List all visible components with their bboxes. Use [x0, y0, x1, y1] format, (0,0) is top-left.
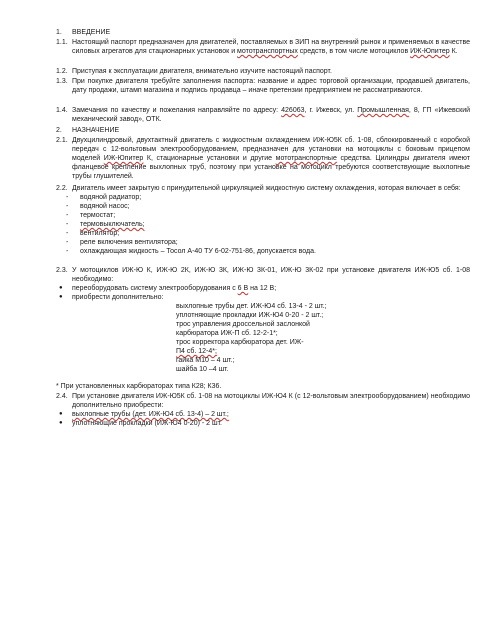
- dash-marker: -: [66, 221, 69, 228]
- text-run: Двухцилиндровый, двухтактный двигатель с жидкостным охлаждением ИЖ-Ю5К сб. 1-08, сблокированный с коробкой передач с 12-вольтовым электрооборудованием, предназначен для установки на мотоциклы с боковым прицепом моделей: [72, 137, 470, 162]
- paragraph-2-4: [56, 392, 470, 428]
- list-item-text: водяной насос;: [80, 203, 130, 210]
- text-run: переоборудовать систему электрооборудования с: [72, 285, 238, 292]
- list-item: [56, 193, 470, 202]
- paragraph-text: У мотоциклов ИЖ-Ю К, ИЖ-Ю 2К, ИЖ-Ю 3К, ИЖ-Ю 3К-01, ИЖ-Ю 3К-02 при установке двигателя ИЖ-Ю5 сб. 1-08 необходимо:: [72, 267, 470, 283]
- text-run: ИЖ-Юпитер: [410, 48, 450, 55]
- text-run: 426063: [281, 107, 305, 114]
- section-number: 2.: [56, 127, 62, 134]
- list-item: [56, 238, 470, 247]
- parts-list-line: трос корректора карбюратора дет. ИЖ-: [176, 339, 304, 346]
- list-item: [56, 229, 470, 238]
- paragraph-text: При установке двигателя ИЖ-Ю5К сб. 1-08 на мотоциклы ИЖ-Ю4 К (с 12-вольтовым электрооборудованием) необходимо дополнительно приобрести:: [72, 393, 470, 409]
- dash-marker: -: [66, 230, 69, 237]
- paragraph-1-2: [56, 67, 470, 76]
- paragraph-text: [72, 106, 470, 124]
- paragraph-text: Двигатель имеет закрытую с принудительной циркуляцией жидкостную систему охлаждения, которая включает в себя:: [72, 185, 461, 192]
- parts-list-line: трос управления дроссельной заслонкой: [176, 321, 310, 328]
- text-run: ИЖ-Юпитер: [103, 155, 144, 162]
- footnote: [56, 382, 470, 391]
- paragraph-2-3: [56, 266, 470, 374]
- bullet-item: [56, 293, 470, 302]
- section-number: 1.: [56, 29, 62, 36]
- text-run: приобрести дополнительно:: [72, 294, 164, 301]
- paragraph-1-4: [56, 106, 470, 124]
- list-item: [56, 202, 470, 211]
- paragraph-1-3: [56, 77, 470, 95]
- dash-marker: -: [66, 212, 69, 219]
- paragraph-number: 1.3.: [56, 78, 68, 85]
- parts-list-line: выхлопные трубы дет. ИЖ-Ю4 сб. 13-4 - 2 шт.;: [176, 303, 327, 310]
- list-item-text: термостат;: [80, 212, 116, 219]
- bullet-icon: ●: [59, 420, 63, 426]
- dash-marker: -: [66, 248, 69, 255]
- bullet-icon: ●: [59, 411, 63, 417]
- dash-marker: -: [66, 194, 69, 201]
- text-run: К, стационарные установки и другие: [143, 155, 276, 162]
- parts-list-line: шайба 10 –4 шт.: [176, 366, 229, 373]
- text-run: на 12 В;: [248, 285, 277, 292]
- text-run: Настоящий паспорт предназначен для двигателей, поставляемых в ЗИП на внутренний рынок и применяемых в качестве силовых агрегатов для стационарных установок и: [72, 39, 470, 55]
- bullet-item: [56, 419, 470, 428]
- paragraph-2-2: [56, 184, 470, 256]
- paragraph-text: Приступая к эксплуатации двигателя, внимательно изучите настоящий паспорт.: [72, 68, 332, 75]
- text-run: уплотняющие прокладки (ИЖ-Ю4 0-20) - 2 шт.: [72, 420, 222, 427]
- bullet-item: [56, 410, 470, 419]
- text-run: , г. Ижевск, ул.: [304, 107, 358, 114]
- list-item: [56, 211, 470, 220]
- list-item-text: реле включения вентилятора;: [80, 239, 178, 246]
- text-run: Замечания по качеству и пожелания направляйте по адресу:: [72, 107, 282, 114]
- text-run: мототранспортные: [275, 155, 337, 162]
- paragraph-text: [72, 38, 470, 56]
- bullet-icon: ●: [59, 285, 63, 291]
- bullet-icon: ●: [59, 294, 63, 300]
- text-run: мототранспортных: [237, 48, 298, 55]
- section-2-heading: [56, 126, 470, 135]
- text-run: средства. Цилиндры двигателя имеют фланцевое крепление выхлопных труб, поэтому при установке на мотоцикл требуются соответствующие выхлопные трубы глушителей.: [72, 155, 470, 180]
- dash-marker: -: [66, 203, 69, 210]
- parts-list-line: П4 сб. 12-4*;: [176, 348, 217, 355]
- list-item: [56, 247, 470, 256]
- text-run: 6 В: [237, 285, 249, 292]
- list-item: [56, 220, 470, 229]
- paragraph-1-1: [56, 38, 470, 56]
- paragraph-number: 2.2.: [56, 185, 68, 192]
- list-item-text: термовыключатель;: [80, 221, 145, 228]
- parts-list-line: гайка М10 – 4 шт.;: [176, 357, 235, 364]
- parts-list: [56, 302, 470, 374]
- list-item-text: охлаждающая жидкость – Тосол А-40 ТУ 6-02-751-86, допускается вода.: [80, 248, 316, 255]
- text-run: средств, в том числе мотоциклов: [297, 48, 411, 55]
- section-1-heading: [56, 28, 470, 37]
- section-title: ВВЕДЕНИЕ: [72, 29, 111, 36]
- paragraph-2-1: [56, 136, 470, 181]
- paragraph-text: При покупке двигателя требуйте заполнения паспорта: название и адрес торговой организации, продавшей двигатель, дату продажи, штамп магазина и подпись продавца – иначе претензии предприятием не рассматриваются.: [72, 78, 470, 94]
- paragraph-number: 1.1.: [56, 39, 68, 46]
- text-run: К.: [449, 48, 458, 55]
- section-title: НАЗНАЧЕНИЕ: [72, 127, 120, 134]
- bullet-item: [56, 284, 470, 293]
- footnote-text: * При установленных карбюраторах типа К28; К36.: [56, 383, 222, 390]
- paragraph-text: [72, 136, 470, 181]
- dash-marker: -: [66, 239, 69, 246]
- parts-list-line: уплотняющие прокладки ИЖ-Ю4 0-20 - 2 шт.;: [176, 312, 324, 319]
- text-run: выхлопные трубы (дет. ИЖ-Ю4 сб. 13-4) – 2 шт.;: [72, 411, 229, 418]
- paragraph-number: 1.2.: [56, 68, 68, 75]
- list-item-text: водяной радиатор;: [80, 194, 142, 201]
- list-item-text: вентилятор;: [80, 230, 120, 237]
- paragraph-number: 2.1.: [56, 137, 68, 144]
- text-run: Промышленная: [357, 107, 409, 114]
- paragraph-number: 1.4.: [56, 107, 68, 114]
- text-run: , 8, ГП «Ижевский механический завод», ОТК.: [72, 107, 471, 123]
- paragraph-number: 2.4.: [56, 393, 68, 400]
- parts-list-line: карбюратора ИЖ-П сб. 12-2-1*;: [176, 330, 278, 337]
- paragraph-number: 2.3.: [56, 267, 68, 274]
